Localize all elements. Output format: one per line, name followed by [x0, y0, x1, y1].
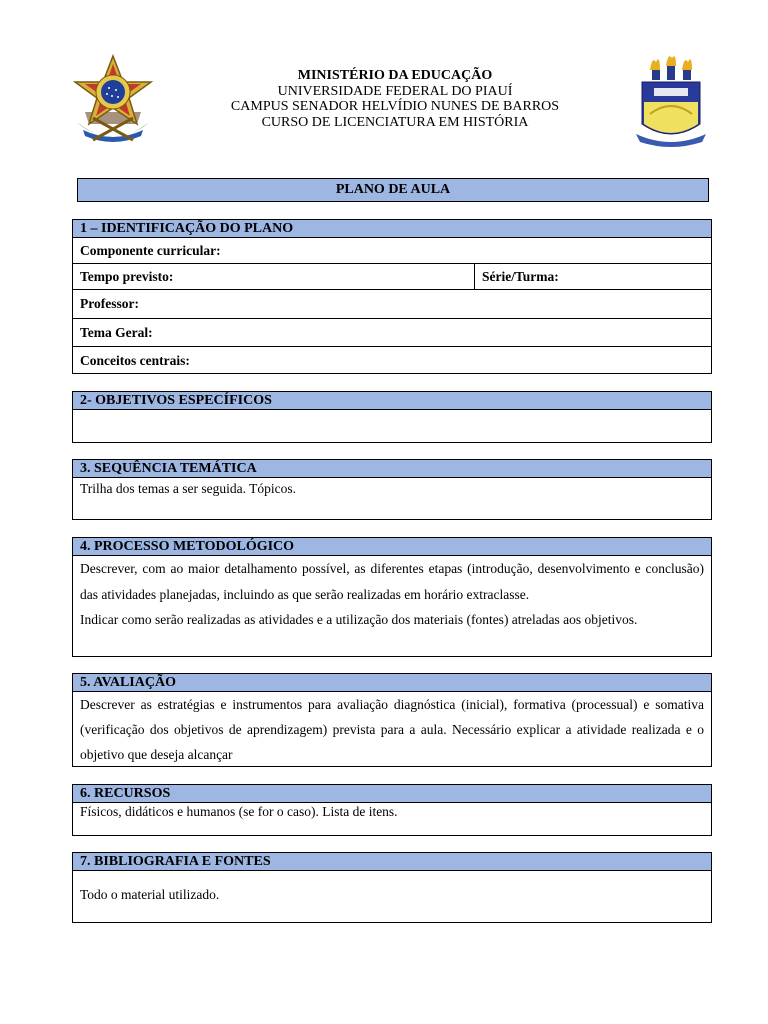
field-conceitos-centrais[interactable]: Conceitos centrais:	[80, 353, 190, 368]
section-heading: 5. AVALIAÇÃO	[73, 674, 711, 692]
section-heading: 1 – IDENTIFICAÇÃO DO PLANO	[73, 220, 711, 238]
header-university: UNIVERSIDADE FEDERAL DO PIAUÍ	[277, 83, 513, 99]
field-tempo-previsto[interactable]: Tempo previsto:	[73, 264, 475, 289]
section-bibliography	[72, 852, 712, 923]
objectives-body[interactable]	[73, 410, 711, 442]
section-methodology	[72, 537, 712, 657]
field-tema-geral[interactable]: Tema Geral:	[73, 319, 711, 347]
resources-text: Físicos, didáticos e humanos (se for o caso). Lista de itens.	[80, 804, 398, 819]
methodology-paragraph-2: Indicar como serão realizadas as atividades e a utilização dos materiais (fontes) atreladas aos objetivos.	[80, 612, 638, 627]
brazil-coat-of-arms-icon	[67, 52, 159, 152]
field-componente-curricular[interactable]: Componente curricular:	[73, 238, 711, 264]
section-resources	[72, 784, 712, 836]
section-heading: 2- OBJETIVOS ESPECÍFICOS	[73, 392, 711, 410]
field-serie-turma[interactable]: Série/Turma:	[482, 268, 559, 284]
header-course: CURSO DE LICENCIATURA EM HISTÓRIA	[261, 114, 529, 130]
bibliography-text: Todo o material utilizado.	[80, 887, 220, 902]
lesson-plan-title: PLANO DE AULA	[77, 178, 709, 202]
section-identification	[72, 219, 712, 374]
section-objectives	[72, 391, 712, 443]
document-header	[170, 68, 620, 130]
header-ministry: MINISTÉRIO DA EDUCAÇÃO	[297, 68, 493, 83]
methodology-text	[73, 556, 711, 635]
thematic-sequence-text: Trilha dos temas a ser seguida. Tópicos.	[80, 481, 296, 496]
section-heading: 4. PROCESSO METODOLÓGICO	[73, 538, 711, 556]
section-evaluation	[72, 673, 712, 767]
header-campus: CAMPUS SENADOR HELVÍDIO NUNES DE BARROS	[230, 99, 560, 114]
section-heading: 7. BIBLIOGRAFIA E FONTES	[73, 853, 711, 871]
field-row-tempo-serie	[73, 264, 711, 290]
evaluation-text: Descrever as estratégias e instrumentos para avaliação diagnóstica (inicial), formativa (processual) e somativa (verificação dos objetivos de aprendizagem) prevista para a aula. Necessário explicar a atividade realizada e o objetivo que deseja alcançar	[80, 697, 704, 762]
section-heading: 3. SEQUÊNCIA TEMÁTICA	[73, 460, 711, 478]
section-heading: 6. RECURSOS	[73, 785, 711, 803]
field-professor[interactable]: Professor:	[73, 290, 711, 319]
section-thematic-sequence	[72, 459, 712, 520]
methodology-paragraph-1: Descrever, com ao maior detalhamento possível, as diferentes etapas (introdução, desenvolvimento e conclusão) das atividades planejadas, incluindo as que serão realizadas em horário extraclasse.	[80, 561, 704, 602]
ufpi-emblem-icon	[630, 52, 712, 152]
